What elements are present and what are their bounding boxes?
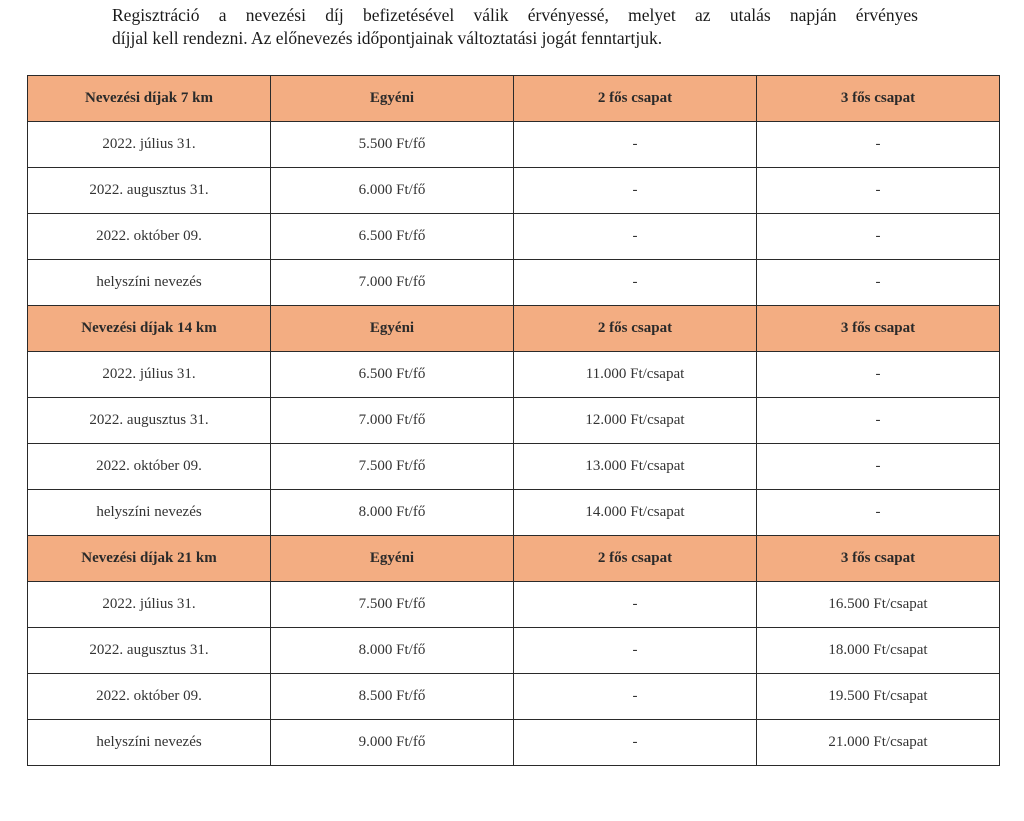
team-3-fee-cell: -: [757, 168, 1000, 214]
header-cell-team-3: 3 fős csapat: [757, 536, 1000, 582]
intro-paragraph: [112, 4, 918, 50]
table-row: [28, 352, 1000, 398]
team-2-fee-cell: -: [514, 582, 757, 628]
header-cell-individual: Egyéni: [271, 76, 514, 122]
header-cell-team-3: 3 fős csapat: [757, 76, 1000, 122]
team-2-fee-cell: -: [514, 720, 757, 766]
team-3-fee-cell: 16.500 Ft/csapat: [757, 582, 1000, 628]
table-row: [28, 122, 1000, 168]
team-2-fee-cell: -: [514, 168, 757, 214]
individual-fee-cell: 5.500 Ft/fő: [271, 122, 514, 168]
intro-line-1: Regisztráció a nevezési díj befizetésével válik érvényessé, melyet az utalás napján érvényes: [112, 5, 918, 25]
header-cell-distance: Nevezési díjak 21 km: [28, 536, 271, 582]
entry-fee-table: [27, 75, 1000, 766]
team-3-fee-cell: -: [757, 122, 1000, 168]
header-cell-individual: Egyéni: [271, 536, 514, 582]
date-cell: 2022. október 09.: [28, 214, 271, 260]
date-cell: 2022. augusztus 31.: [28, 398, 271, 444]
table-row: [28, 720, 1000, 766]
individual-fee-cell: 6.000 Ft/fő: [271, 168, 514, 214]
date-cell: 2022. július 31.: [28, 352, 271, 398]
date-cell: 2022. augusztus 31.: [28, 168, 271, 214]
table-row: [28, 398, 1000, 444]
individual-fee-cell: 7.000 Ft/fő: [271, 398, 514, 444]
table-row: [28, 168, 1000, 214]
individual-fee-cell: 8.500 Ft/fő: [271, 674, 514, 720]
team-2-fee-cell: 14.000 Ft/csapat: [514, 490, 757, 536]
individual-fee-cell: 8.000 Ft/fő: [271, 490, 514, 536]
team-3-fee-cell: -: [757, 444, 1000, 490]
team-3-fee-cell: -: [757, 398, 1000, 444]
date-cell: 2022. október 09.: [28, 444, 271, 490]
date-cell: helyszíni nevezés: [28, 260, 271, 306]
table-row: [28, 628, 1000, 674]
team-2-fee-cell: -: [514, 628, 757, 674]
individual-fee-cell: 7.000 Ft/fő: [271, 260, 514, 306]
team-2-fee-cell: 11.000 Ft/csapat: [514, 352, 757, 398]
individual-fee-cell: 8.000 Ft/fő: [271, 628, 514, 674]
header-cell-individual: Egyéni: [271, 306, 514, 352]
team-2-fee-cell: -: [514, 214, 757, 260]
table-row: [28, 490, 1000, 536]
header-cell-distance: Nevezési díjak 14 km: [28, 306, 271, 352]
team-3-fee-cell: 21.000 Ft/csapat: [757, 720, 1000, 766]
individual-fee-cell: 6.500 Ft/fő: [271, 214, 514, 260]
date-cell: 2022. augusztus 31.: [28, 628, 271, 674]
team-2-fee-cell: -: [514, 122, 757, 168]
header-cell-team-2: 2 fős csapat: [514, 306, 757, 352]
team-3-fee-cell: -: [757, 260, 1000, 306]
table-row: [28, 674, 1000, 720]
team-2-fee-cell: 13.000 Ft/csapat: [514, 444, 757, 490]
section-header-row-21km: [28, 536, 1000, 582]
team-2-fee-cell: 12.000 Ft/csapat: [514, 398, 757, 444]
team-2-fee-cell: -: [514, 674, 757, 720]
team-3-fee-cell: 19.500 Ft/csapat: [757, 674, 1000, 720]
date-cell: 2022. július 31.: [28, 582, 271, 628]
date-cell: 2022. július 31.: [28, 122, 271, 168]
header-cell-team-2: 2 fős csapat: [514, 76, 757, 122]
date-cell: helyszíni nevezés: [28, 490, 271, 536]
team-3-fee-cell: -: [757, 214, 1000, 260]
header-cell-team-3: 3 fős csapat: [757, 306, 1000, 352]
team-3-fee-cell: -: [757, 352, 1000, 398]
individual-fee-cell: 7.500 Ft/fő: [271, 444, 514, 490]
table-row: [28, 582, 1000, 628]
section-header-row-14km: [28, 306, 1000, 352]
team-2-fee-cell: -: [514, 260, 757, 306]
section-header-row-7km: [28, 76, 1000, 122]
individual-fee-cell: 6.500 Ft/fő: [271, 352, 514, 398]
header-cell-team-2: 2 fős csapat: [514, 536, 757, 582]
individual-fee-cell: 7.500 Ft/fő: [271, 582, 514, 628]
intro-line-2: díjjal kell rendezni. Az előnevezés időpontjainak változtatási jogát fenntartjuk.: [112, 28, 663, 48]
header-cell-distance: Nevezési díjak 7 km: [28, 76, 271, 122]
date-cell: helyszíni nevezés: [28, 720, 271, 766]
individual-fee-cell: 9.000 Ft/fő: [271, 720, 514, 766]
table-row: [28, 214, 1000, 260]
team-3-fee-cell: 18.000 Ft/csapat: [757, 628, 1000, 674]
table-row: [28, 444, 1000, 490]
date-cell: 2022. október 09.: [28, 674, 271, 720]
table-row: [28, 260, 1000, 306]
team-3-fee-cell: -: [757, 490, 1000, 536]
